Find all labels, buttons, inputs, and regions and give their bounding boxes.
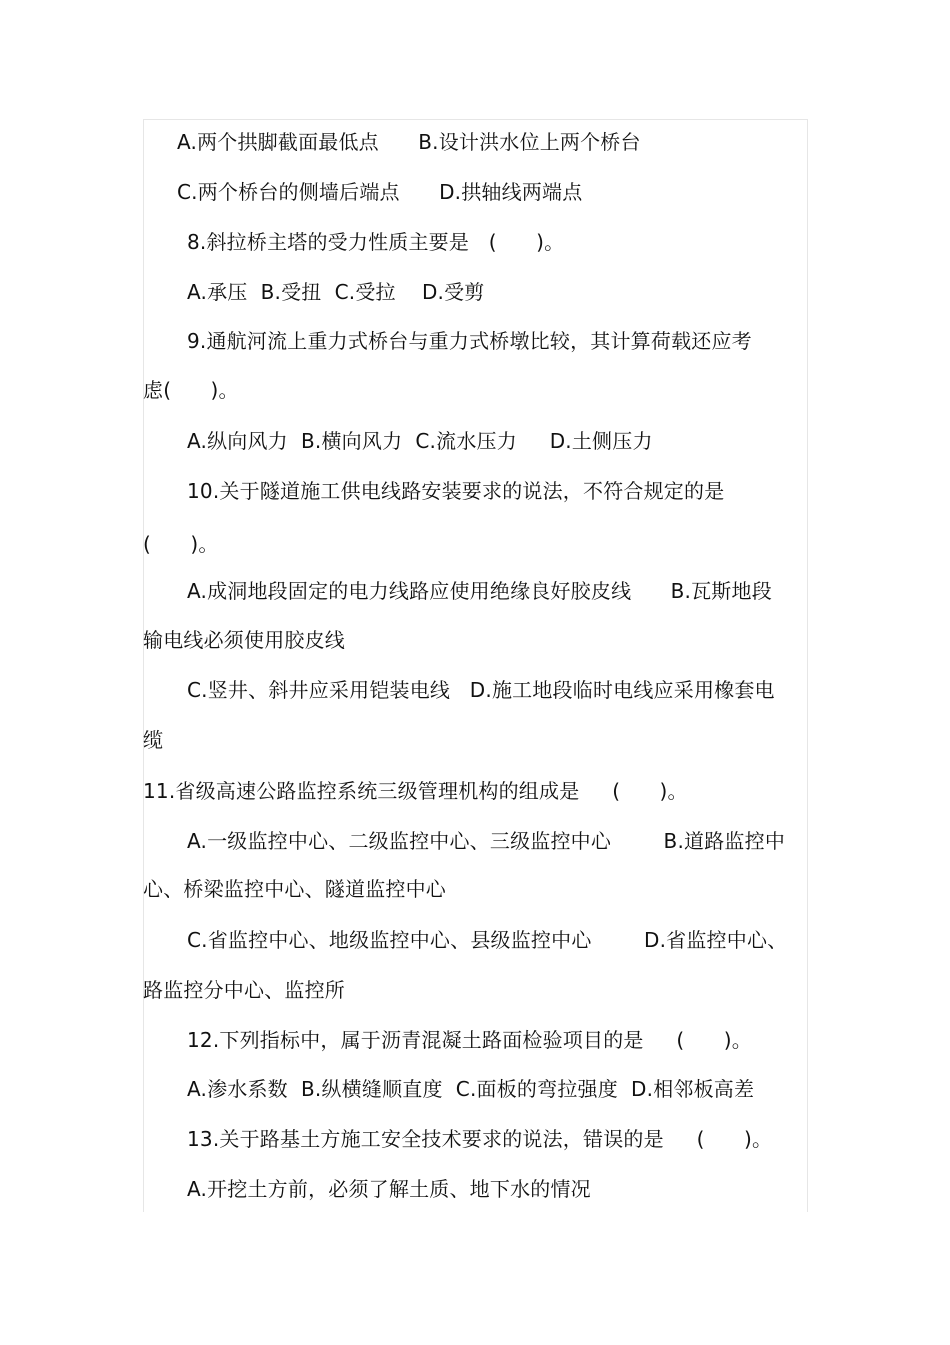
option-line-7cd: C.两个桥台的侧墙后端点 D.拱轴线两端点 — [177, 180, 583, 204]
options-10-cd: C.竖井、斜井应采用铠装电线 D.施工地段临时电线应采用橡套电 — [187, 678, 775, 702]
option-line-7ab: A.两个拱脚截面最低点 B.设计洪水位上两个桥台 — [177, 130, 641, 154]
options-10-ab-cont: 输电线必须使用胶皮线 — [143, 628, 345, 652]
options-12: A.渗水系数 B.纵横缝顺直度 C.面板的弯拉强度 D.相邻板高差 — [187, 1077, 755, 1101]
options-13-a: A.开挖土方前，必须了解土质、地下水的情况 — [187, 1177, 591, 1201]
options-11-ab-cont: 心、桥梁监控中心、隧道监控中心 — [143, 877, 446, 901]
question-8: 8.斜拉桥主塔的受力性质主要是 ( )。 — [187, 230, 565, 254]
question-9-cont: 虑( )。 — [143, 378, 239, 402]
options-10-ab: A.成洞地段固定的电力线路应使用绝缘良好胶皮线 B.瓦斯地段 — [187, 579, 772, 603]
question-12: 12.下列指标中，属于沥青混凝土路面检验项目的是 ( )。 — [187, 1028, 752, 1052]
options-10-cd-cont: 缆 — [143, 728, 164, 752]
question-13: 13.关于路基土方施工安全技术要求的说法，错误的是 ( )。 — [187, 1127, 773, 1151]
question-10-cont: ( )。 — [143, 532, 219, 556]
options-11-ab: A.一级监控中心、二级监控中心、三级监控中心 B.道路监控中 — [187, 829, 786, 853]
options-11-cd: C.省监控中心、地级监控中心、县级监控中心 D.省监控中心、 — [187, 928, 788, 952]
question-11: 11.省级高速公路监控系统三级管理机构的组成是 ( )。 — [143, 779, 688, 803]
options-11-cd-cont: 路监控分中心、监控所 — [143, 978, 345, 1002]
question-9: 9.通航河流上重力式桥台与重力式桥墩比较，其计算荷载还应考 — [187, 329, 752, 353]
options-8: A.承压 B.受扭 C.受拉 D.受剪 — [187, 280, 485, 304]
question-10: 10.关于隧道施工供电线路安装要求的说法，不符合规定的是 — [187, 479, 725, 503]
options-9: A.纵向风力 B.横向风力 C.流水压力 D.土侧压力 — [187, 429, 653, 453]
